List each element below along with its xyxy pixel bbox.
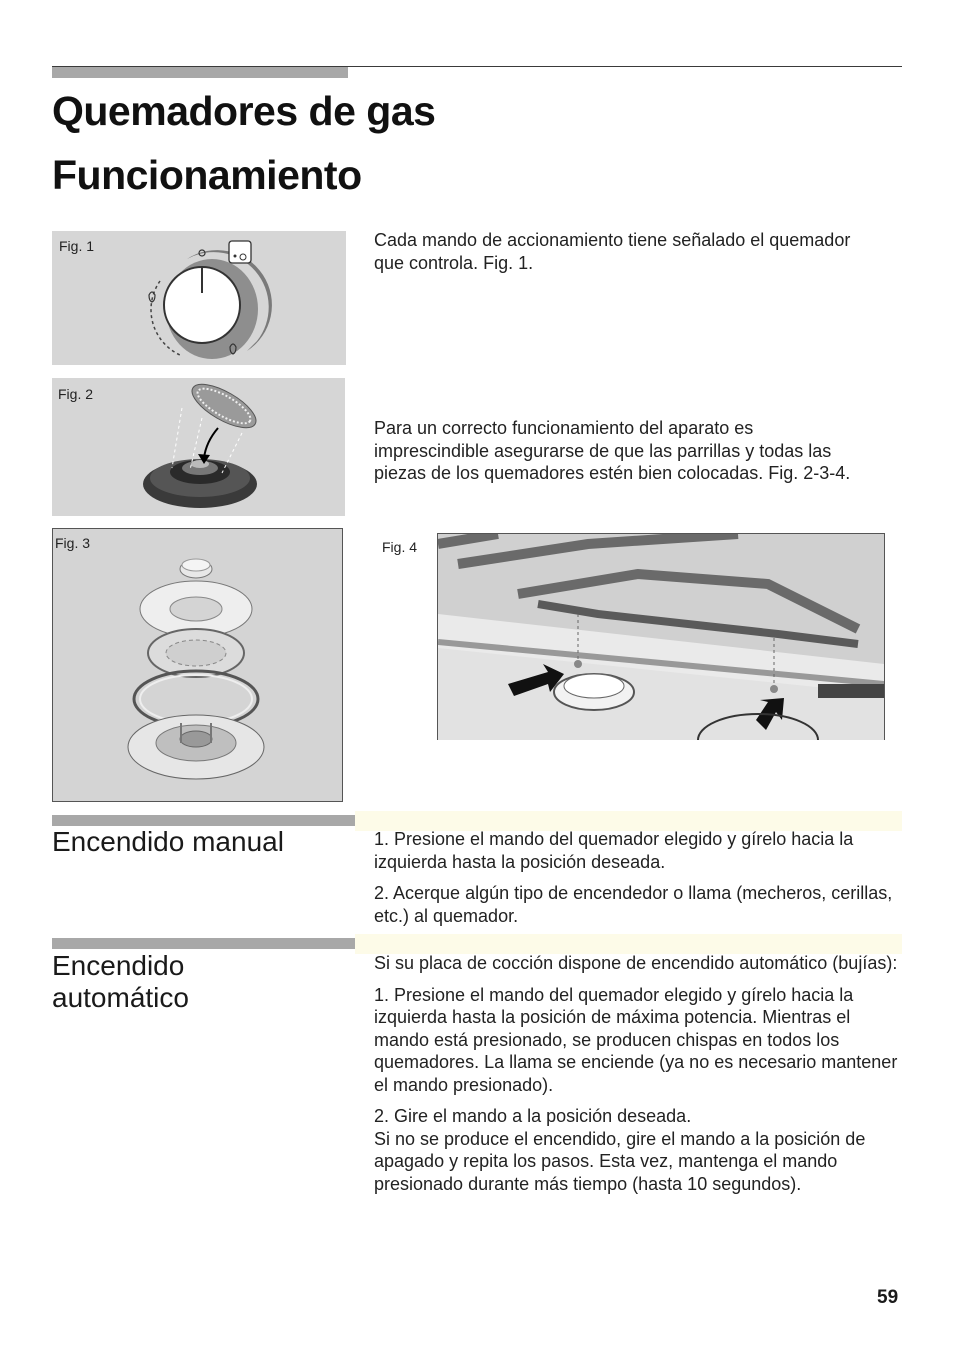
manual-section-title: Encendido manual xyxy=(52,826,284,857)
auto-title-line-2: automático xyxy=(52,982,189,1013)
manual-step-2: 2. Acerque algún tipo de encendedor o llama (mecheros, cerillas, etc.) al quemador. xyxy=(374,883,893,926)
figure-3 xyxy=(52,528,343,802)
fig-2-label: Fig. 2 xyxy=(58,386,94,402)
figure-2 xyxy=(52,378,345,516)
auto-step-1: 1. Presione el mando del quemador elegido y gírelo hacia la izquierda hasta la posición de máxima potencia. Mientras el mando está presionado, se producen chispas en todos los quemadores. La llama se enciende (ya no es necesario mantener el mando presionado). xyxy=(374,984,898,1095)
intro-paragraph-1: Cada mando de accionamiento tiene señalado el quemador que controla. Fig. 1. xyxy=(374,230,851,273)
auto-step-2b: Si no se produce el encendido, gire el mando a la posición de apagado y repita los pasos. Esta vez, mantenga el mando presionado durante más tiempo (hasta 10 segundos). xyxy=(374,1128,866,1194)
auto-intro: Si su placa de cocción dispone de encendido automático (bujías): xyxy=(374,953,898,973)
auto-section-title xyxy=(52,950,189,1014)
auto-title-line-1: Encendido xyxy=(52,950,185,981)
knob-illustration xyxy=(52,231,346,365)
auto-section-bar xyxy=(52,938,355,949)
fig-3-label: Fig. 3 xyxy=(55,535,91,551)
figure-1 xyxy=(52,231,346,365)
manual-steps xyxy=(374,828,894,927)
manual-section-bar xyxy=(52,815,355,826)
figure-4 xyxy=(437,533,885,740)
fig-1-label: Fig. 1 xyxy=(59,238,95,254)
intro-paragraph-2: Para un correcto funcionamiento del aparato es imprescindible asegurarse de que las parrillas y todas las piezas de los quemadores estén bien colocadas. Fig. 2-3-4. xyxy=(374,418,851,483)
grate-placement-illustration xyxy=(438,534,884,740)
exploded-burner-illustration xyxy=(53,529,342,801)
burner-cap-illustration xyxy=(52,378,345,516)
page-subtitle: Funcionamiento xyxy=(52,152,362,198)
page-title: Quemadores de gas xyxy=(52,88,436,134)
fig-4-label: Fig. 4 xyxy=(382,539,418,555)
auto-step-2a: 2. Gire el mando a la posición deseada. xyxy=(374,1106,692,1126)
auto-steps xyxy=(374,952,904,1195)
header-bar xyxy=(52,67,348,78)
auto-section-tint xyxy=(355,934,902,954)
manual-step-1: 1. Presione el mando del quemador elegido y gírelo hacia la izquierda hasta la posición deseada. xyxy=(374,829,854,872)
page-number: 59 xyxy=(877,1287,899,1308)
